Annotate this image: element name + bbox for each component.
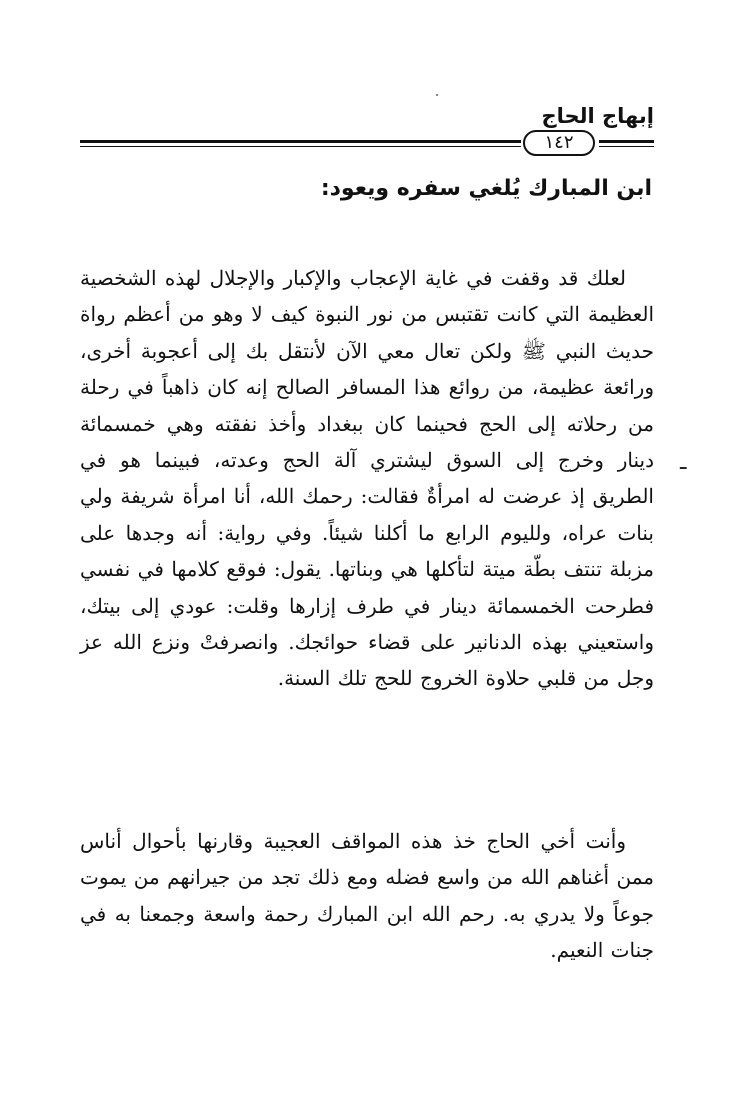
running-title: إبهاج الحاج	[541, 104, 654, 128]
margin-mark: ـ	[680, 450, 687, 475]
header-rule-left	[80, 140, 521, 143]
header-rule-right-thin	[599, 146, 654, 147]
scan-speck	[436, 94, 438, 96]
section-heading: ابن المبارك يُلغي سفره ويعود:	[320, 176, 652, 201]
header-rule-left-thin	[80, 146, 521, 147]
page-header	[80, 100, 654, 175]
header-rule-right	[599, 140, 654, 143]
page-number: ١٤٢	[523, 130, 595, 156]
paragraph-2: وأنت أخي الحاج خذ هذه المواقف العجيبة وقارنها بأحوال أناس ممن أغناهم الله من واسع فضله ومع ذلك تجد من جيرانهم من يموت جوعاً ولا يدري به. رحم الله ابن المبارك رحمة واسعة وجمعنا به في جنات النعيم.	[80, 829, 654, 963]
paragraph-1: لعلك قد وقفت في غاية الإعجاب والإكبار والإجلال لهذه الشخصية العظيمة التي كانت تقتبس من نور النبوة كيف لا وهو من أعظم رواة حديث النبي ﷺ ولكن تعال معي الآن لأنتقل بك إلى أعجوبة أخرى، ورائعة عظيمة، من روائع هذا المسافر الصالح إنه كان ذاهباً في رحلة من رحلاته إلى الحج فحينما كان ببغداد وأخذ نفقته وهي خمسمائة دينار وخرج إلى السوق ليشتري آلة الحج وعدته، فبينما هو في الطريق إذ عرضت له امرأةٌ فقالت: رحمك الله، أنا امرأة شريفة ولي بنات عراه، ولليوم الرابع ما أكلنا شيئاً. وفي رواية: أنه وجدها على مزبلة تنتف بطّة ميتة لتأكلها هي وبناتها. يقول: فوقع كلامها في نفسي فطرحت الخمسمائة دينار في طرف إزارها وقلت: عودي إلى بيتك، واستعيني بهذه الدنانير على قضاء حوائجك. وانصرفتْ ونزع الله عز وجل من قلبي حلاوة الخروج للحج تلك السنة.	[80, 266, 654, 691]
